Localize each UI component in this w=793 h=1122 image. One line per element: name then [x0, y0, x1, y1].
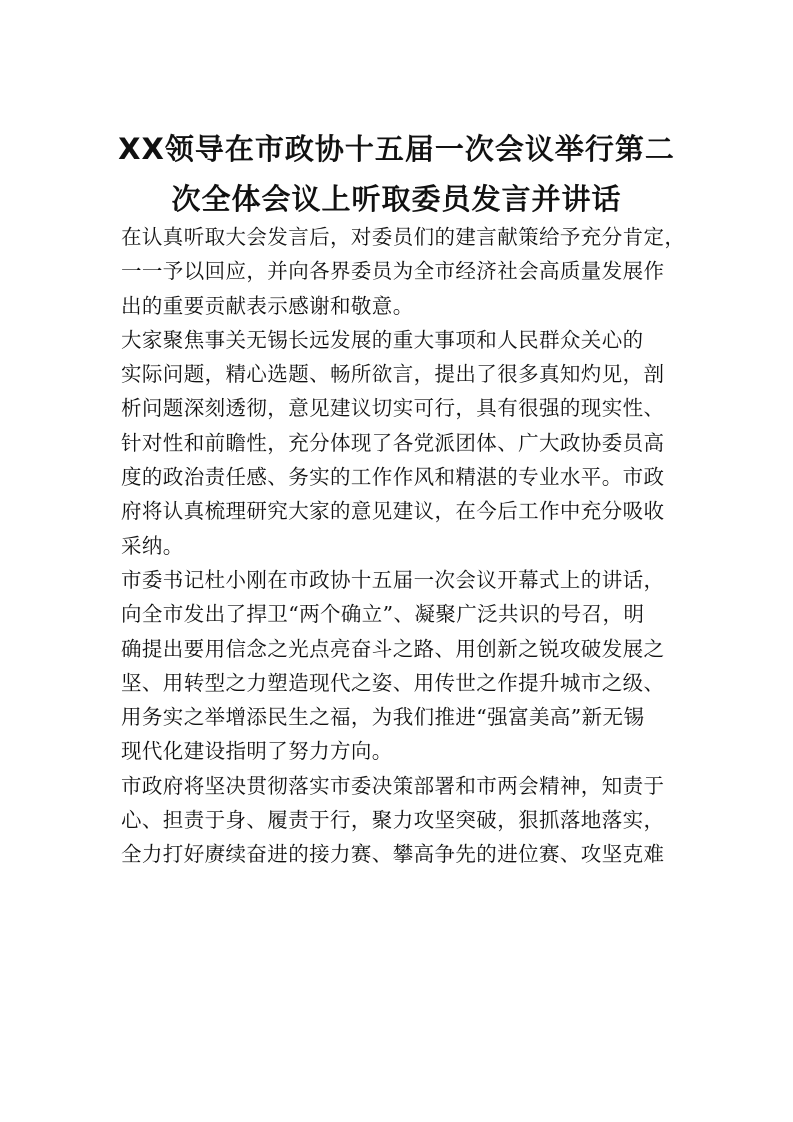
- text-line: 全力打好赓续奋进的接力赛、攀高争先的进位赛、攻坚克难: [121, 842, 665, 867]
- text-line: 析问题深刻透彻，意见建议切实可行，具有很强的现实性、: [121, 396, 665, 421]
- title-line: 次全体会议上听取委员发言并讲话: [171, 182, 622, 216]
- text-line: 市委书记杜小刚在市政协十五届一次会议开幕式上的讲话，: [121, 567, 665, 592]
- text-line: 用务实之举增添民生之福，为我们推进“强富美高”新无锡: [121, 705, 645, 730]
- document-title: [100, 124, 693, 224]
- text-line: 确提出要用信念之光点亮奋斗之路、用创新之锐攻破发展之: [121, 636, 665, 661]
- text-line: 大家聚焦事关无锡长远发展的重大事项和人民群众关心的: [121, 327, 644, 352]
- paragraph-4: [121, 769, 687, 872]
- text-line: 针对性和前瞻性，充分体现了各党派团体、广大政协委员高: [121, 430, 665, 455]
- paragraph-3: [121, 563, 687, 769]
- text-line: 府将认真梳理研究大家的意见建议，在今后工作中充分吸收: [121, 499, 665, 524]
- title-line: XX领导在市政协十五届一次会议举行第二: [118, 132, 675, 166]
- text-line: 市政府将坚决贯彻落实市委决策部署和市两会精神，知责于: [121, 773, 665, 798]
- text-line: 度的政治责任感、务实的工作作风和精湛的专业水平。市政: [121, 465, 665, 490]
- document-body: [121, 220, 687, 872]
- text-line: 现代化建设指明了努力方向。: [121, 739, 393, 764]
- text-line: 向全市发出了捍卫“两个确立”、凝聚广泛共识的号召，明: [121, 602, 645, 627]
- text-line: 一一予以回应，并向各界委员为全市经济社会高质量发展作: [121, 259, 665, 284]
- paragraph-2: [121, 323, 687, 563]
- text-line: 出的重要贡献表示感谢和敬意。: [121, 293, 414, 318]
- text-line: 心、担责于身、履责于行，聚力攻坚突破，狠抓落地落实，: [121, 808, 665, 833]
- text-line: 采纳。: [121, 533, 184, 558]
- paragraph-1: [121, 220, 687, 323]
- text-line: 坚、用转型之力塑造现代之姿、用传世之作提升城市之级、: [121, 670, 665, 695]
- text-line: 实际问题，精心选题、畅所欲言，提出了很多真知灼见，剖: [121, 362, 665, 387]
- text-line: 在认真听取大会发言后，对委员们的建言献策给予充分肯定，: [121, 225, 686, 249]
